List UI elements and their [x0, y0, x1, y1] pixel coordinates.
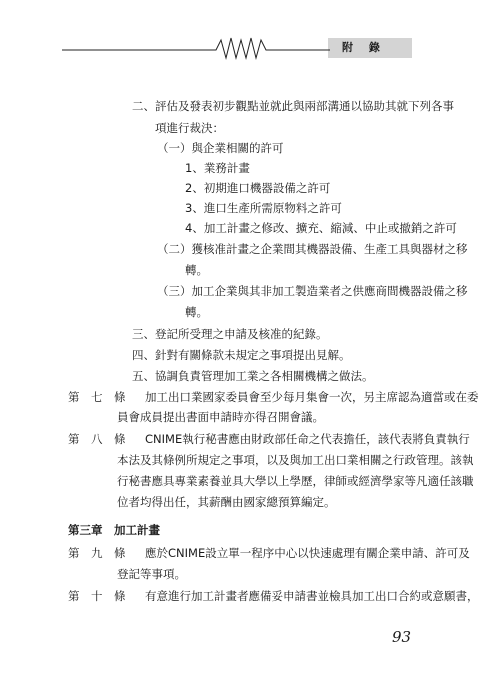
- list-item: 轉。: [185, 263, 208, 277]
- paragraph-line: 登記等事項。: [117, 567, 186, 581]
- article-number: 第 九 條: [68, 546, 126, 560]
- paragraph-line: CNIME執行秘書應由財政部任命之代表擔任，該代表將負責執行: [145, 432, 470, 446]
- page-header: [0, 0, 480, 70]
- list-item: 二、評估及發表初步觀點並就此與兩部溝通以協助其就下列各事: [132, 99, 454, 113]
- list-item: 3、進口生產所需原物料之許可: [185, 201, 342, 215]
- list-item: （二）獲核准計畫之企業間其機器設備、生產工具與器材之移: [157, 242, 468, 256]
- paragraph-line: 員會成員提出書面申請時亦得召開會議。: [117, 410, 324, 424]
- article-number: 第 七 條: [68, 390, 126, 404]
- list-item: （三）加工企業與其非加工製造業者之供應商間機器設備之移: [157, 284, 468, 298]
- paragraph-line: 有意進行加工計畫者應備妥申請書並檢具加工出口合約或意願書，: [145, 589, 479, 603]
- article-number: 第 八 條: [68, 432, 126, 446]
- list-item: 四、針對有關條款未規定之事項提出見解。: [132, 348, 351, 362]
- list-item: 項進行裁決：: [155, 121, 224, 135]
- list-item: 五、協調負責管理加工業之各相關機構之做法。: [132, 369, 374, 383]
- list-item: （一）與企業相關的許可: [157, 141, 284, 155]
- paragraph-line: 位者均得出任，其薪酬由國家總預算編定。: [117, 495, 336, 509]
- list-item: 2、初期進口機器設備之許可: [185, 181, 331, 195]
- article-number: 第 十 條: [68, 589, 126, 603]
- paragraph-line: 本法及其條例所規定之事項，以及與加工出口業相關之行政管理。該執: [117, 453, 474, 467]
- list-item: 1、業務計畫: [185, 161, 250, 175]
- header-ecg-rule-icon: [0, 0, 480, 70]
- page-number: 93: [392, 628, 412, 646]
- list-item: 4、加工計畫之修改、擴充、縮減、中止或撤銷之許可: [185, 221, 457, 235]
- paragraph-line: 加工出口業國家委員會至少每月集會一次，另主席認為適當或在委: [145, 390, 479, 404]
- paragraph-line: 應於CNIME設立單一程序中心以快速處理有關企業申請、許可及: [145, 546, 470, 560]
- list-item: 轉。: [185, 305, 208, 319]
- paragraph-line: 行秘書應具專業素養並具大學以上學歷，律師或經濟學家等凡適任該職: [117, 474, 474, 488]
- chapter-heading: 第三章 加工計畫: [68, 523, 160, 537]
- list-item: 三、登記所受理之申請及核准的紀錄。: [132, 327, 328, 341]
- appendix-label: 附 錄: [342, 41, 386, 54]
